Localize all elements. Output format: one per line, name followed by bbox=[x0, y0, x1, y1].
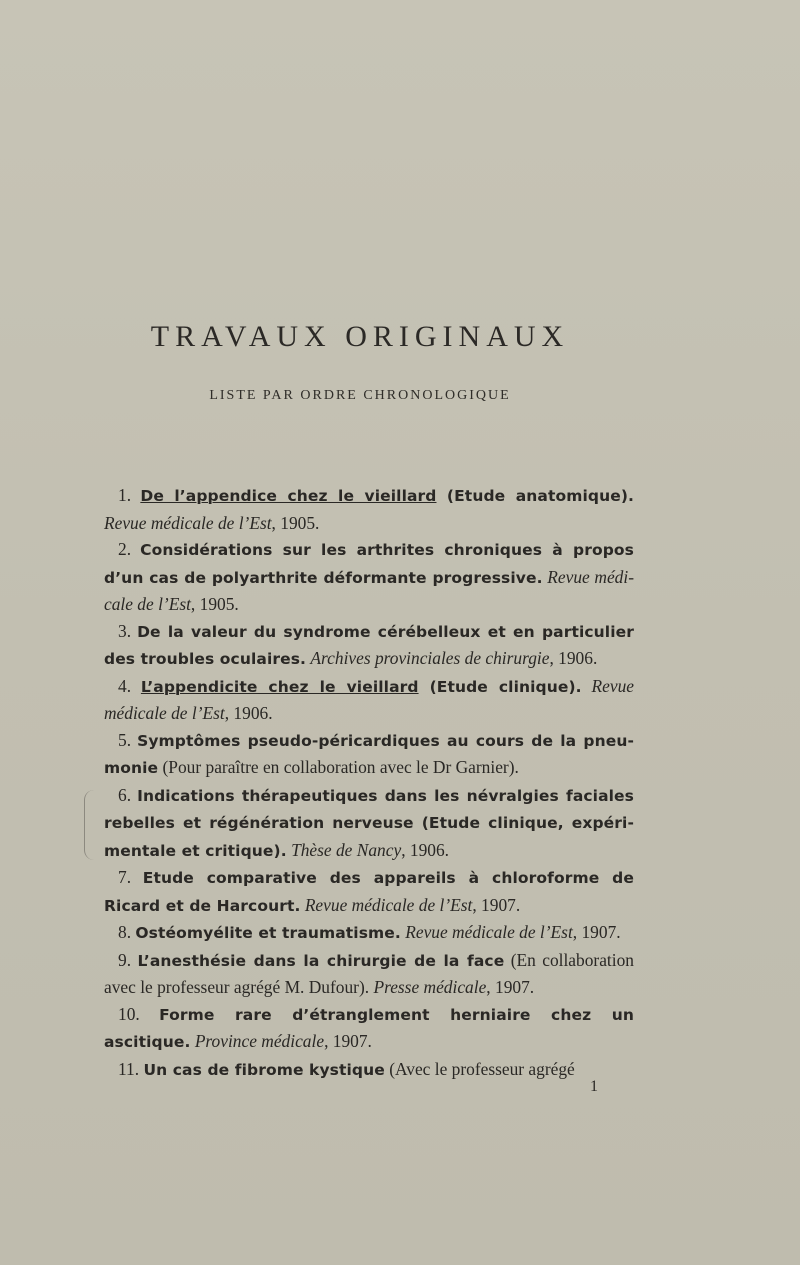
entry-source: Revue médicale de l’Est bbox=[104, 675, 635, 723]
entry-title: (Etude anatomique). bbox=[436, 487, 634, 505]
entry-year: , 1907. bbox=[486, 977, 535, 997]
entry-source: Province médicale bbox=[194, 1031, 325, 1051]
page-number: 1 bbox=[590, 1078, 598, 1095]
page-title: TRAVAUX ORIGINAUX bbox=[150, 320, 570, 353]
entry-title-underlined: De l’appendice chez le vieillard bbox=[140, 487, 437, 505]
list-item bbox=[104, 919, 634, 947]
publication-list bbox=[104, 482, 634, 1083]
entry-source: Revue médi-cale de l’Est bbox=[104, 566, 634, 614]
entry-source: Revue médicale de l’Est bbox=[104, 512, 272, 533]
list-item bbox=[104, 1001, 634, 1056]
entry-year: , 1906. bbox=[401, 839, 450, 860]
entry-number: 1. bbox=[118, 485, 132, 505]
entry-number: 4. bbox=[118, 675, 132, 696]
entry-number: 2. bbox=[118, 539, 132, 559]
entry-source: Revue médicale de l’Est bbox=[405, 922, 573, 942]
list-item bbox=[104, 782, 634, 865]
entry-title: Ostéomyélite et traumatisme. bbox=[135, 924, 401, 942]
entry-title-underlined: L’appendicite chez le vieillard bbox=[140, 677, 419, 696]
entry-number: 3. bbox=[118, 620, 132, 641]
entry-year: , 1905. bbox=[271, 512, 320, 533]
entry-number: 6. bbox=[118, 784, 132, 805]
list-item bbox=[104, 727, 634, 782]
entry-year: , 1906. bbox=[224, 703, 273, 723]
entry-year: , 1907. bbox=[472, 894, 521, 915]
list-item bbox=[104, 536, 634, 618]
entry-title: Considérations sur les arthrites chroniques à propos d’un cas de polyarthrite déformante progressive. bbox=[104, 541, 634, 587]
entry-number: 9. bbox=[118, 949, 132, 970]
entry-title: Forme rare d’étranglement herniaire chez un ascitique. bbox=[104, 1005, 634, 1051]
entry-note: (En collaboration avec le professeur agrégé M. Dufour). bbox=[104, 949, 634, 997]
entry-note: (Pour paraître en collaboration avec le Dr Garnier). bbox=[158, 757, 519, 777]
list-item bbox=[104, 947, 634, 1001]
entry-source: Revue médicale de l’Est bbox=[304, 894, 473, 915]
page-subtitle: LISTE PAR ORDRE CHRONOLOGIQUE bbox=[209, 388, 511, 403]
entry-year: , 1905. bbox=[190, 594, 239, 614]
entry-source: Archives provinciales de chirurgie bbox=[310, 648, 550, 668]
entry-title: L’anesthésie dans la chirurgie de la face bbox=[137, 951, 505, 970]
handwritten-bracket bbox=[84, 790, 99, 860]
entry-title: Symptômes pseudo-péricardiques au cours de la pneu-monie bbox=[104, 731, 634, 777]
list-item bbox=[104, 864, 634, 919]
entry-title: De la valeur du syndrome cérébelleux et en particulier des troubles oculaires. bbox=[104, 622, 634, 668]
entry-year: , 1906. bbox=[549, 648, 598, 668]
entry-number: 11. bbox=[118, 1058, 140, 1079]
list-item bbox=[104, 1056, 634, 1084]
entry-number: 5. bbox=[118, 729, 132, 750]
list-item bbox=[104, 673, 634, 727]
list-item bbox=[104, 482, 634, 536]
entry-year: , 1907. bbox=[572, 922, 621, 942]
entry-number: 7. bbox=[118, 867, 132, 887]
entry-title: Etude comparative des appareils à chloroforme de Ricard et de Harcourt. bbox=[104, 869, 634, 915]
entry-number: 10. bbox=[118, 1003, 140, 1024]
entry-year: , 1907. bbox=[324, 1031, 372, 1051]
entry-title: (Etude clinique). bbox=[418, 677, 582, 696]
entry-source: Thèse de Nancy bbox=[291, 839, 402, 860]
entry-number: 8. bbox=[118, 922, 132, 942]
entry-note: (Avec le professeur agrégé bbox=[384, 1058, 575, 1079]
list-item bbox=[104, 618, 634, 673]
entry-title: Un cas de fibrome kystique bbox=[143, 1060, 385, 1079]
entry-title: Indications thérapeutiques dans les névralgies faciales rebelles et régénération nerveuse (Etude clinique, expéri-mentale et critique). bbox=[104, 786, 634, 860]
entry-source: Presse médicale bbox=[373, 977, 487, 997]
